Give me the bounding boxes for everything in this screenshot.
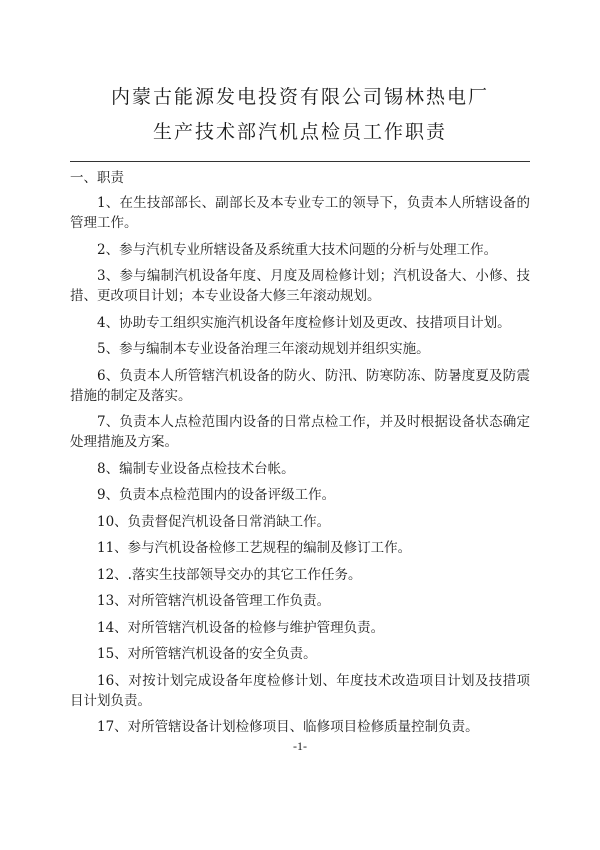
duty-item-6: 6、负责本人所管辖汽机设备的防火、防汛、防寒防冻、防暑度夏及防震措施的制定及落实。 bbox=[70, 367, 530, 404]
duty-item-14: 14、对所管辖汽机设备的检修与维护管理负责。 bbox=[97, 619, 385, 636]
duty-item-10: 10、负责督促汽机设备日常消缺工作。 bbox=[97, 513, 331, 530]
duty-item-2: 2、参与汽机专业所辖设备及系统重大技术问题的分析与处理工作。 bbox=[97, 241, 498, 258]
header-divider bbox=[70, 161, 530, 162]
duty-item-4: 4、协助专工组织实施汽机设备年度检修计划及更改、技措项目计划。 bbox=[97, 314, 511, 331]
page-number: -1- bbox=[293, 739, 307, 753]
duty-list bbox=[70, 193, 530, 744]
duty-item-15: 15、对所管辖汽机设备的安全负责。 bbox=[97, 646, 317, 662]
duty-item-8: 8、编制专业设备点检技术台帐。 bbox=[97, 460, 295, 477]
duty-item-1: 1、在生技部部长、副部长及本专业专工的领导下，负责本人所辖设备的管理工作。 bbox=[70, 195, 530, 231]
duty-item-13: 13、对所管辖汽机设备管理工作负责。 bbox=[97, 593, 331, 609]
duty-item-9: 9、负责本点检范围内的设备评级工作。 bbox=[97, 487, 336, 503]
document-title-role: 生产技术部汽机点检员工作职责 bbox=[152, 121, 447, 143]
document-title-company: 内蒙古能源发电投资有限公司锡林热电厂 bbox=[110, 86, 489, 108]
duty-item-12: 12、.落实生技部领导交办的其它工作任务。 bbox=[97, 566, 362, 583]
duty-item-11: 11、参与汽机设备检修工艺规程的编制及修订工作。 bbox=[97, 540, 412, 556]
section-heading: 一、职责 bbox=[70, 170, 124, 186]
duty-item-7: 7、负责本人点检范围内设备的日常点检工作，并及时根据设备状态确定处理措施及方案。 bbox=[70, 414, 530, 450]
duty-item-16: 16、对按计划完成设备年度检修计划、年度技术改造项目计划及技措项目计划负责。 bbox=[70, 672, 530, 709]
duty-item-3: 3、参与编制汽机设备年度、月度及周检修计划；汽机设备大、小修、技措、更改项目计划；本专业设备大修三年滚动规划。 bbox=[70, 268, 530, 304]
duty-item-17: 17、对所管辖设备计划检修项目、临修项目检修质量控制负责。 bbox=[97, 719, 479, 735]
duty-item-5: 5、参与编制本专业设备治理三年滚动规划并组织实施。 bbox=[97, 341, 430, 357]
